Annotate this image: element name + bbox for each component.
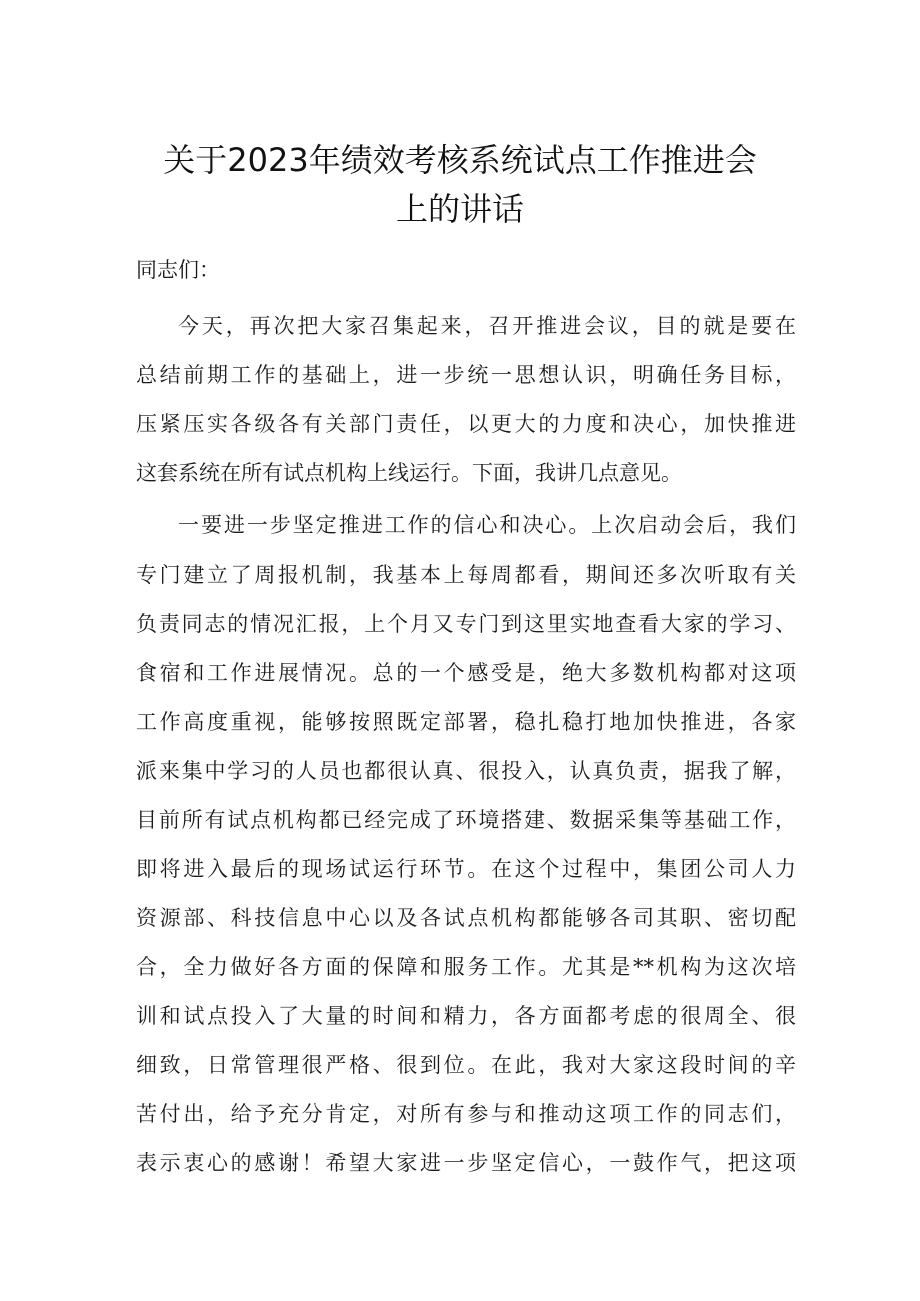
paragraph-2-line: 一要进一步坚定推进工作的信心和决心。上次启动会后，我们 — [178, 513, 796, 537]
paragraph-1-line: 今天，再次把大家召集起来，召开推进会议，目的就是要在 — [178, 314, 796, 338]
document-title-line-2: 上的讲话 — [395, 190, 524, 228]
paragraph-2-line: 苦付出，给予充分肯定，对所有参与和推动这项工作的同志们， — [136, 1102, 796, 1126]
paragraph-1-line: 总结前期工作的基础上，进一步统一思想认识，明确任务目标， — [136, 363, 796, 387]
paragraph-2-line: 细致，日常管理很严格、很到位。在此，我对大家这段时间的辛 — [136, 1053, 796, 1077]
paragraph-2-line: 表示衷心的感谢！希望大家进一步坚定信心，一鼓作气，把这项 — [136, 1151, 796, 1175]
paragraph-2-line: 资源部、科技信息中心以及各试点机构都能够各司其职、密切配 — [136, 906, 796, 930]
paragraph-1-line: 压紧压实各级各有关部门责任，以更大的力度和决心，加快推进 — [136, 412, 796, 436]
paragraph-2-line: 即将进入最后的现场试运行环节。在这个过程中，集团公司人力 — [136, 857, 796, 881]
paragraph-2-line: 工作高度重视，能够按照既定部署，稳扎稳打地加快推进，各家 — [136, 710, 796, 734]
paragraph-2-line: 负责同志的情况汇报，上个月又专门到这里实地查看大家的学习、 — [136, 612, 796, 636]
paragraph-2-line: 目前所有试点机构都已经完成了环境搭建、数据采集等基础工作， — [136, 808, 796, 832]
paragraph-2-line: 派来集中学习的人员也都很认真、很投入，认真负责，据我了解， — [136, 759, 796, 783]
salutation: 同志们： — [136, 258, 220, 282]
paragraph-2-line: 训和试点投入了大量的时间和精力，各方面都考虑的很周全、很 — [136, 1004, 796, 1028]
paragraph-1-line: 这套系统在所有试点机构上线运行。下面，我讲几点意见。 — [136, 461, 682, 485]
paragraph-2-line: 合，全力做好各方面的保障和服务工作。尤其是**机构为这次培 — [136, 955, 796, 979]
document-title-line-1: 关于2023年绩效考核系统试点工作推进会 — [163, 141, 757, 179]
paragraph-2-line: 食宿和工作进展情况。总的一个感受是，绝大多数机构都对这项 — [136, 661, 796, 685]
paragraph-2-line: 专门建立了周报机制，我基本上每周都看，期间还多次听取有关 — [136, 563, 796, 587]
